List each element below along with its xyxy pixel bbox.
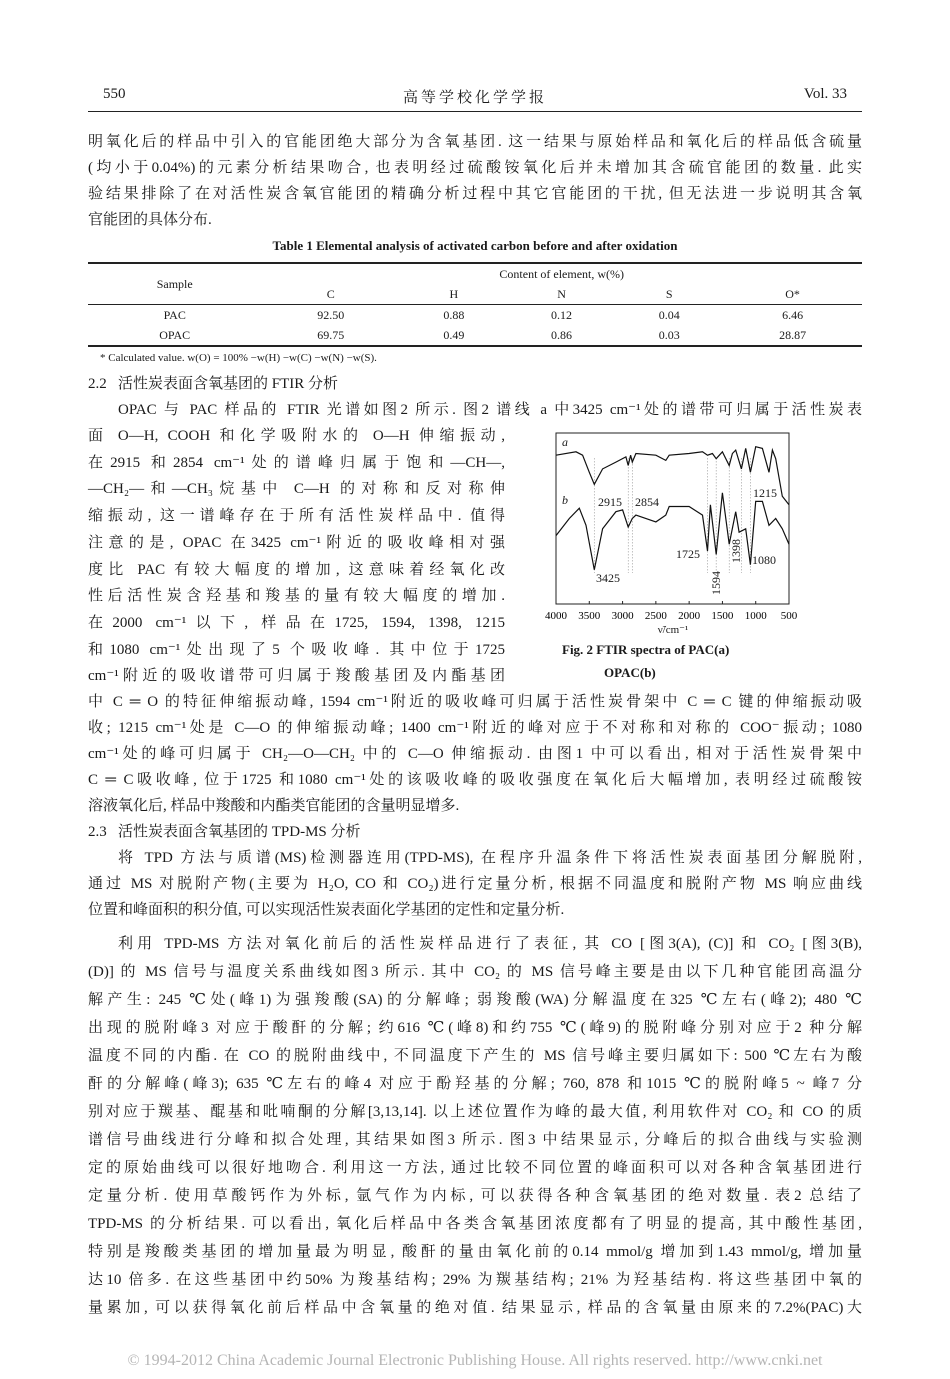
cell: OPAC bbox=[159, 327, 191, 342]
x-axis-label: ν̃/cm⁻¹ bbox=[657, 624, 689, 636]
cell: PAC bbox=[163, 307, 186, 322]
page-number: 550 bbox=[103, 86, 126, 102]
text-line: 位置和峰面积的积分值, 可以实现活性炭表面化学基团的定性和定量分析. bbox=[88, 902, 565, 918]
text-line: 温度不同的内酯. 在 CO 的脱附曲线中, 不同温度下产生的 MS 信号峰主要归属如下: 500 ℃左右为酸 bbox=[88, 1048, 862, 1064]
table-row bbox=[88, 325, 862, 346]
cell: 92.50 bbox=[317, 307, 345, 322]
text-line: 在2000 cm⁻¹以下, 样品在1725, 1594, 1398, 1215 bbox=[88, 614, 505, 631]
header-rule bbox=[88, 111, 862, 112]
section-heading-2-2 bbox=[88, 374, 338, 394]
text-line: 利用 TPD-MS 方法对氧化前后的活性炭样品进行了表征, 其 CO [图3(A), (C)] 和 CO₂ [图3(B), bbox=[118, 936, 862, 952]
cell: 6.46 bbox=[782, 307, 804, 322]
text-line: 验结果排除了在对活性炭含氧官能团的精确分析过程中其它官能团的干扰, 但无法进一步说明其含氧 bbox=[88, 186, 862, 202]
text-line: 出现的脱附峰3 对应于酸酐的分解; 约616 ℃(峰8)和约755 ℃(峰9)的脱附峰分别对应于2 种分解 bbox=[88, 1020, 862, 1036]
text-line: TPD-MS 的分析结果. 可以看出, 氧化后样品中各类含氧基团浓度都有了明显的提高, 其中酸性基团, bbox=[88, 1216, 862, 1232]
text-line: 解产生: 245 ℃处(峰1)为强羧酸(SA)的分解峰; 弱羧酸(WA)分解温度在325 ℃左右(峰2); 480 ℃ bbox=[88, 992, 862, 1008]
x-tick-label: 3500 bbox=[578, 610, 601, 622]
peak-label: 1725 bbox=[676, 547, 700, 561]
text-line: 将 TPD 方法与质谱(MS)检测器连用(TPD-MS), 在程序升温条件下将活性炭表面基团分解脱附, bbox=[118, 850, 862, 866]
cell: 69.75 bbox=[317, 327, 345, 342]
section-heading-2-3 bbox=[88, 822, 361, 842]
cell: 0.88 bbox=[443, 307, 465, 322]
cell: 0.12 bbox=[551, 307, 573, 322]
cell: 0.86 bbox=[551, 327, 573, 342]
col-group-header: Content of element, w(%) bbox=[499, 266, 625, 281]
text-line: C ═ C吸收峰, 位于1725 和1080 cm⁻¹处的该吸收峰的吸收强度在氧化后大幅增加, 表明经过硫酸铵 bbox=[88, 772, 862, 788]
text-line: 明氧化后的样品中引入的官能团绝大部分为含氧基团. 这一结果与原始样品和氧化后的样品低含硫量 bbox=[88, 134, 862, 150]
text-line: OPAC 与 PAC 样品的 FTIR 光谱如图2 所示. 图2 谱线 a 中3425 cm⁻¹处的谱带可归属于活性炭表 bbox=[118, 402, 862, 418]
col-header: N bbox=[557, 286, 566, 301]
figure-2 bbox=[520, 425, 840, 695]
text-line: 量累加, 可以获得氧化前后样品中含氧量的绝对值. 结果显示, 样品的含氧量由原来的7.2%(PAC)大 bbox=[88, 1300, 862, 1316]
col-header: S bbox=[665, 286, 673, 301]
text-line: 达10 倍多. 在这些基团中约50% 为羧基结构; 29% 为羰基结构; 21% 为羟基结构. 将这些基团中氧的 bbox=[88, 1272, 862, 1288]
table-title: Table 1 Elemental analysis of activated carbon before and after oxidation bbox=[272, 238, 678, 253]
x-tick-label: 4000 bbox=[545, 610, 567, 622]
section-number: 2.2 bbox=[88, 376, 107, 392]
cell: 0.03 bbox=[658, 327, 680, 342]
x-tick-label: 1500 bbox=[711, 610, 734, 622]
text-line: 酐的分解峰(峰3); 635 ℃左右的峰4 对应于酚羟基的分解; 760, 878 和1015 ℃的脱附峰5 ~ 峰7 分 bbox=[88, 1076, 862, 1092]
text-line: —CH₂—和—CH₃烷基中 C—H 的对称和反对称伸 bbox=[88, 481, 505, 498]
x-tick-label: 2500 bbox=[644, 610, 667, 622]
cell: 28.87 bbox=[779, 327, 807, 342]
text-line: (D)] 的 MS 信号与温度关系曲线如图3 所示. 其中 CO₂ 的 MS 信号峰主要是由以下几种官能团高温分 bbox=[88, 964, 862, 980]
journal-title: 高等学校化学学报 bbox=[402, 90, 547, 106]
text-line: 在2915 和2854 cm⁻¹处的谱峰归属于饱和—CH—, bbox=[88, 454, 505, 471]
text-line: (均小于0.04%)的元素分析结果吻合, 也表明经过硫酸铵氧化后并未增加其含硫官能团的数量. 此实 bbox=[88, 160, 862, 176]
ftir-chart bbox=[520, 425, 840, 635]
col-header: H bbox=[449, 286, 459, 301]
text-line: cm⁻¹处的峰可归属于 CH₂—O—CH₂ 中的 C—O 伸缩振动. 由图1 中可以看出, 相对于活性炭骨架中 bbox=[88, 746, 862, 762]
text-line: 中 C ═ O 的特征伸缩振动峰, 1594 cm⁻¹附近的吸收峰可归属于活性炭骨架中 C ═ C 键的伸缩振动吸 bbox=[88, 694, 862, 710]
x-tick-label: 2000 bbox=[678, 610, 701, 622]
text-line: 谱信号曲线进行分峰和拟合处理, 其结果如图3 所示. 图3 中结果显示, 分峰后的拟合曲线与实验测 bbox=[88, 1132, 862, 1148]
peak-label: 1080 bbox=[752, 553, 776, 567]
text-line: 和1080 cm⁻¹处出现了5 个吸收峰. 其中位于1725 bbox=[88, 641, 505, 658]
section-title: 活性炭表面含氧基团的 TPD-MS 分析 bbox=[118, 824, 361, 840]
text-line: 度比 PAC 有较大幅度的增加, 这意味着经氧化改 bbox=[88, 561, 505, 578]
peak-label: 2915 bbox=[598, 495, 622, 509]
section-number: 2.3 bbox=[88, 824, 107, 840]
text-line: 注意的是, OPAC 在3425 cm⁻¹附近的吸收峰相对强 bbox=[88, 534, 505, 551]
text-line: 定的原始曲线可以很好地吻合. 利用这一方法, 通过比较不同位置的峰面积可以对各种含氧基团进行 bbox=[88, 1160, 862, 1176]
x-tick-label: 1000 bbox=[744, 610, 767, 622]
series-label-b: b bbox=[562, 493, 568, 507]
text-line: 通过 MS 对脱附产物(主要为 H₂O, CO 和 CO₂)进行定量分析, 根据不同温度和脱附产物 MS 响应曲线 bbox=[88, 876, 862, 892]
volume: Vol. 33 bbox=[803, 86, 847, 102]
text-line: 缩振动, 这一谱峰存在于所有活性炭样品中. 值得 bbox=[88, 508, 505, 525]
series-label-a: a bbox=[562, 435, 568, 449]
peak-label: 1215 bbox=[753, 486, 777, 500]
col-header-sample: Sample bbox=[88, 263, 261, 305]
x-tick-label: 3000 bbox=[611, 610, 634, 622]
table-row bbox=[88, 305, 862, 326]
peak-label: 1398 bbox=[729, 539, 743, 563]
text-line: 面 O—H, COOH 和化学吸附水的 O—H 伸缩振动, bbox=[88, 428, 505, 444]
peak-label: 1594 bbox=[709, 571, 723, 595]
text-line: 收; 1215 cm⁻¹处是 C—O 的伸缩振动峰; 1400 cm⁻¹附近的峰对应于不对称和对称的 COO⁻振动; 1080 bbox=[88, 720, 862, 736]
text-line: 性后活性炭含羟基和羧基的量有较大幅度的增加. bbox=[88, 588, 505, 605]
text-line: cm⁻¹附近的吸收谱带可归属于羧酸基团及内酯基团 bbox=[88, 668, 505, 685]
text-line: 定量分析. 使用草酸钙作为外标, 氩气作为内标, 可以获得各种含氧基团的绝对数量. 表2 总结了 bbox=[88, 1188, 862, 1204]
figure-caption-line2: OPAC(b) bbox=[604, 665, 656, 680]
text-line: 特别是羧酸类基团的增加量最为明显, 酸酐的量由氧化前的0.14 mmol/g 增加到1.43 mmol/g, 增加量 bbox=[88, 1244, 862, 1260]
peak-label: 3425 bbox=[596, 571, 620, 585]
col-header: O* bbox=[785, 286, 800, 301]
cell: 0.04 bbox=[658, 307, 680, 322]
figure-caption: Fig. 2 FTIR spectra of PAC(a) bbox=[562, 642, 730, 657]
x-tick-label: 500 bbox=[780, 610, 798, 622]
col-header: C bbox=[326, 286, 335, 301]
peak-label: 2854 bbox=[635, 495, 659, 509]
cell: 0.49 bbox=[443, 327, 465, 342]
copyright-footer: © 1994-2012 China Academic Journal Electronic Publishing House. All rights reserved. http://www.cnki.net bbox=[127, 1352, 823, 1369]
text-line: 别对应于羰基、醌基和吡喃酮的分解[3,13,14]. 以上述位置作为峰的最大值, 利用软件对 CO₂ 和 CO 的质 bbox=[88, 1104, 862, 1120]
table-footnote: * Calculated value. w(O) = 100% −w(H) −w(C) −w(N) −w(S). bbox=[100, 352, 377, 364]
text-line: 溶液氧化后, 样品中羧酸和内酯类官能团的含量明显增多. bbox=[88, 798, 460, 814]
text-line: 官能团的具体分布. bbox=[88, 212, 212, 228]
section-title: 活性炭表面含氧基团的 FTIR 分析 bbox=[118, 376, 339, 392]
elemental-analysis-table bbox=[88, 262, 862, 347]
